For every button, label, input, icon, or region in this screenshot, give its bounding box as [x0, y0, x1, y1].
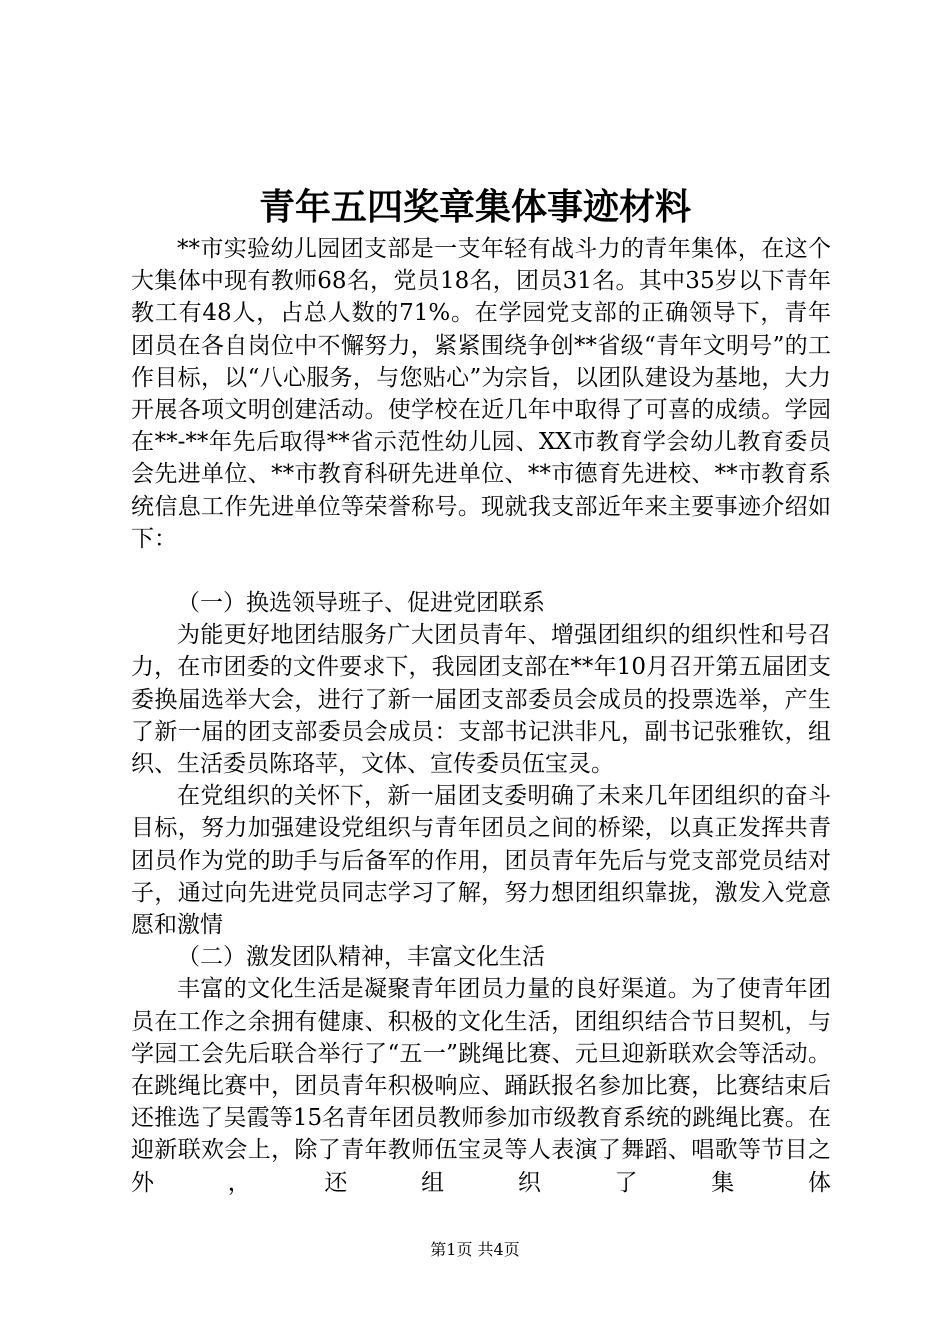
- paragraph-spacer: [131, 555, 831, 587]
- section-heading-2: （二）激发团队精神，丰富文化生活: [177, 944, 545, 971]
- section-heading-1: （一）换选领导班子、促进党团联系: [177, 590, 545, 617]
- paragraph-1: 为能更好地团结服务广大团员青年、增强团组织的组织性和号召力，在市团委的文件要求下，我园团支部在**年10月召开第五届团支委换届选举大会，进行了新一届团支部委员会成员的投票选举，产生了新一届的团支部委员会成员：支部书记洪非凡，副书记张雅钦，组织、生活委员陈珞苹，文体、宣传委员伍宝灵。: [131, 622, 831, 778]
- page-footer: 第1页 共4页: [430, 1240, 520, 1259]
- paragraph-3: 丰富的文化生活是凝聚青年团员力量的良好渠道。为了使青年团员在工作之余拥有健康、积极的文化生活，团组织结合节日契机，与学园工会先后联合举行了“五一”跳绳比赛、元旦迎新联欢会等活动。在跳绳比赛中，团员青年积极响应、踊跃报名参加比赛，比赛结束后还推选了吴霞等15名青年团员教师参加市级教育系统的跳绳比赛。在迎新联欢会上，除了青年教师伍宝灵等人表演了舞蹈、唱歌等节目之外，还组织了集体: [131, 976, 831, 1196]
- paragraph-2: 在党组织的关怀下，新一届团支委明确了未来几年团组织的奋斗目标，努力加强建设党组织与青年团员之间的桥梁，以真正发挥共青团员作为党的助手与后备军的作用，团员青年先后与党支部党员结对子，通过向先进党员同志学习了解，努力想团组织靠拢，激发入党意愿和激情: [131, 783, 831, 939]
- document-title: 青年五四奖章集体事迹材料: [258, 186, 691, 228]
- paragraph-intro: **市实验幼儿园团支部是一支年轻有战斗力的青年集体，在这个大集体中现有教师68名，党员18名，团员31名。其中35岁以下青年教工有48人，占总人数的71%。在学园党支部的正确领导下，青年团员在各自岗位中不懈努力，紧紧围绕争创**省级“青年文明号”的工作目标，以“八心服务，与您贴心”为宗旨，以团队建设为基地，大力开展各项文明创建活动。使学校在近几年中取得了可喜的成绩。学园在**-**年先后取得**省示范性幼儿园、XX市教育学会幼儿教育委员会先进单位、**市教育科研先进单位、**市德育先进校、**市教育系统信息工作先进单位等荣誉称号。现就我支部近年来主要事迹介绍如下：: [131, 236, 831, 552]
- document-body: [131, 233, 831, 1199]
